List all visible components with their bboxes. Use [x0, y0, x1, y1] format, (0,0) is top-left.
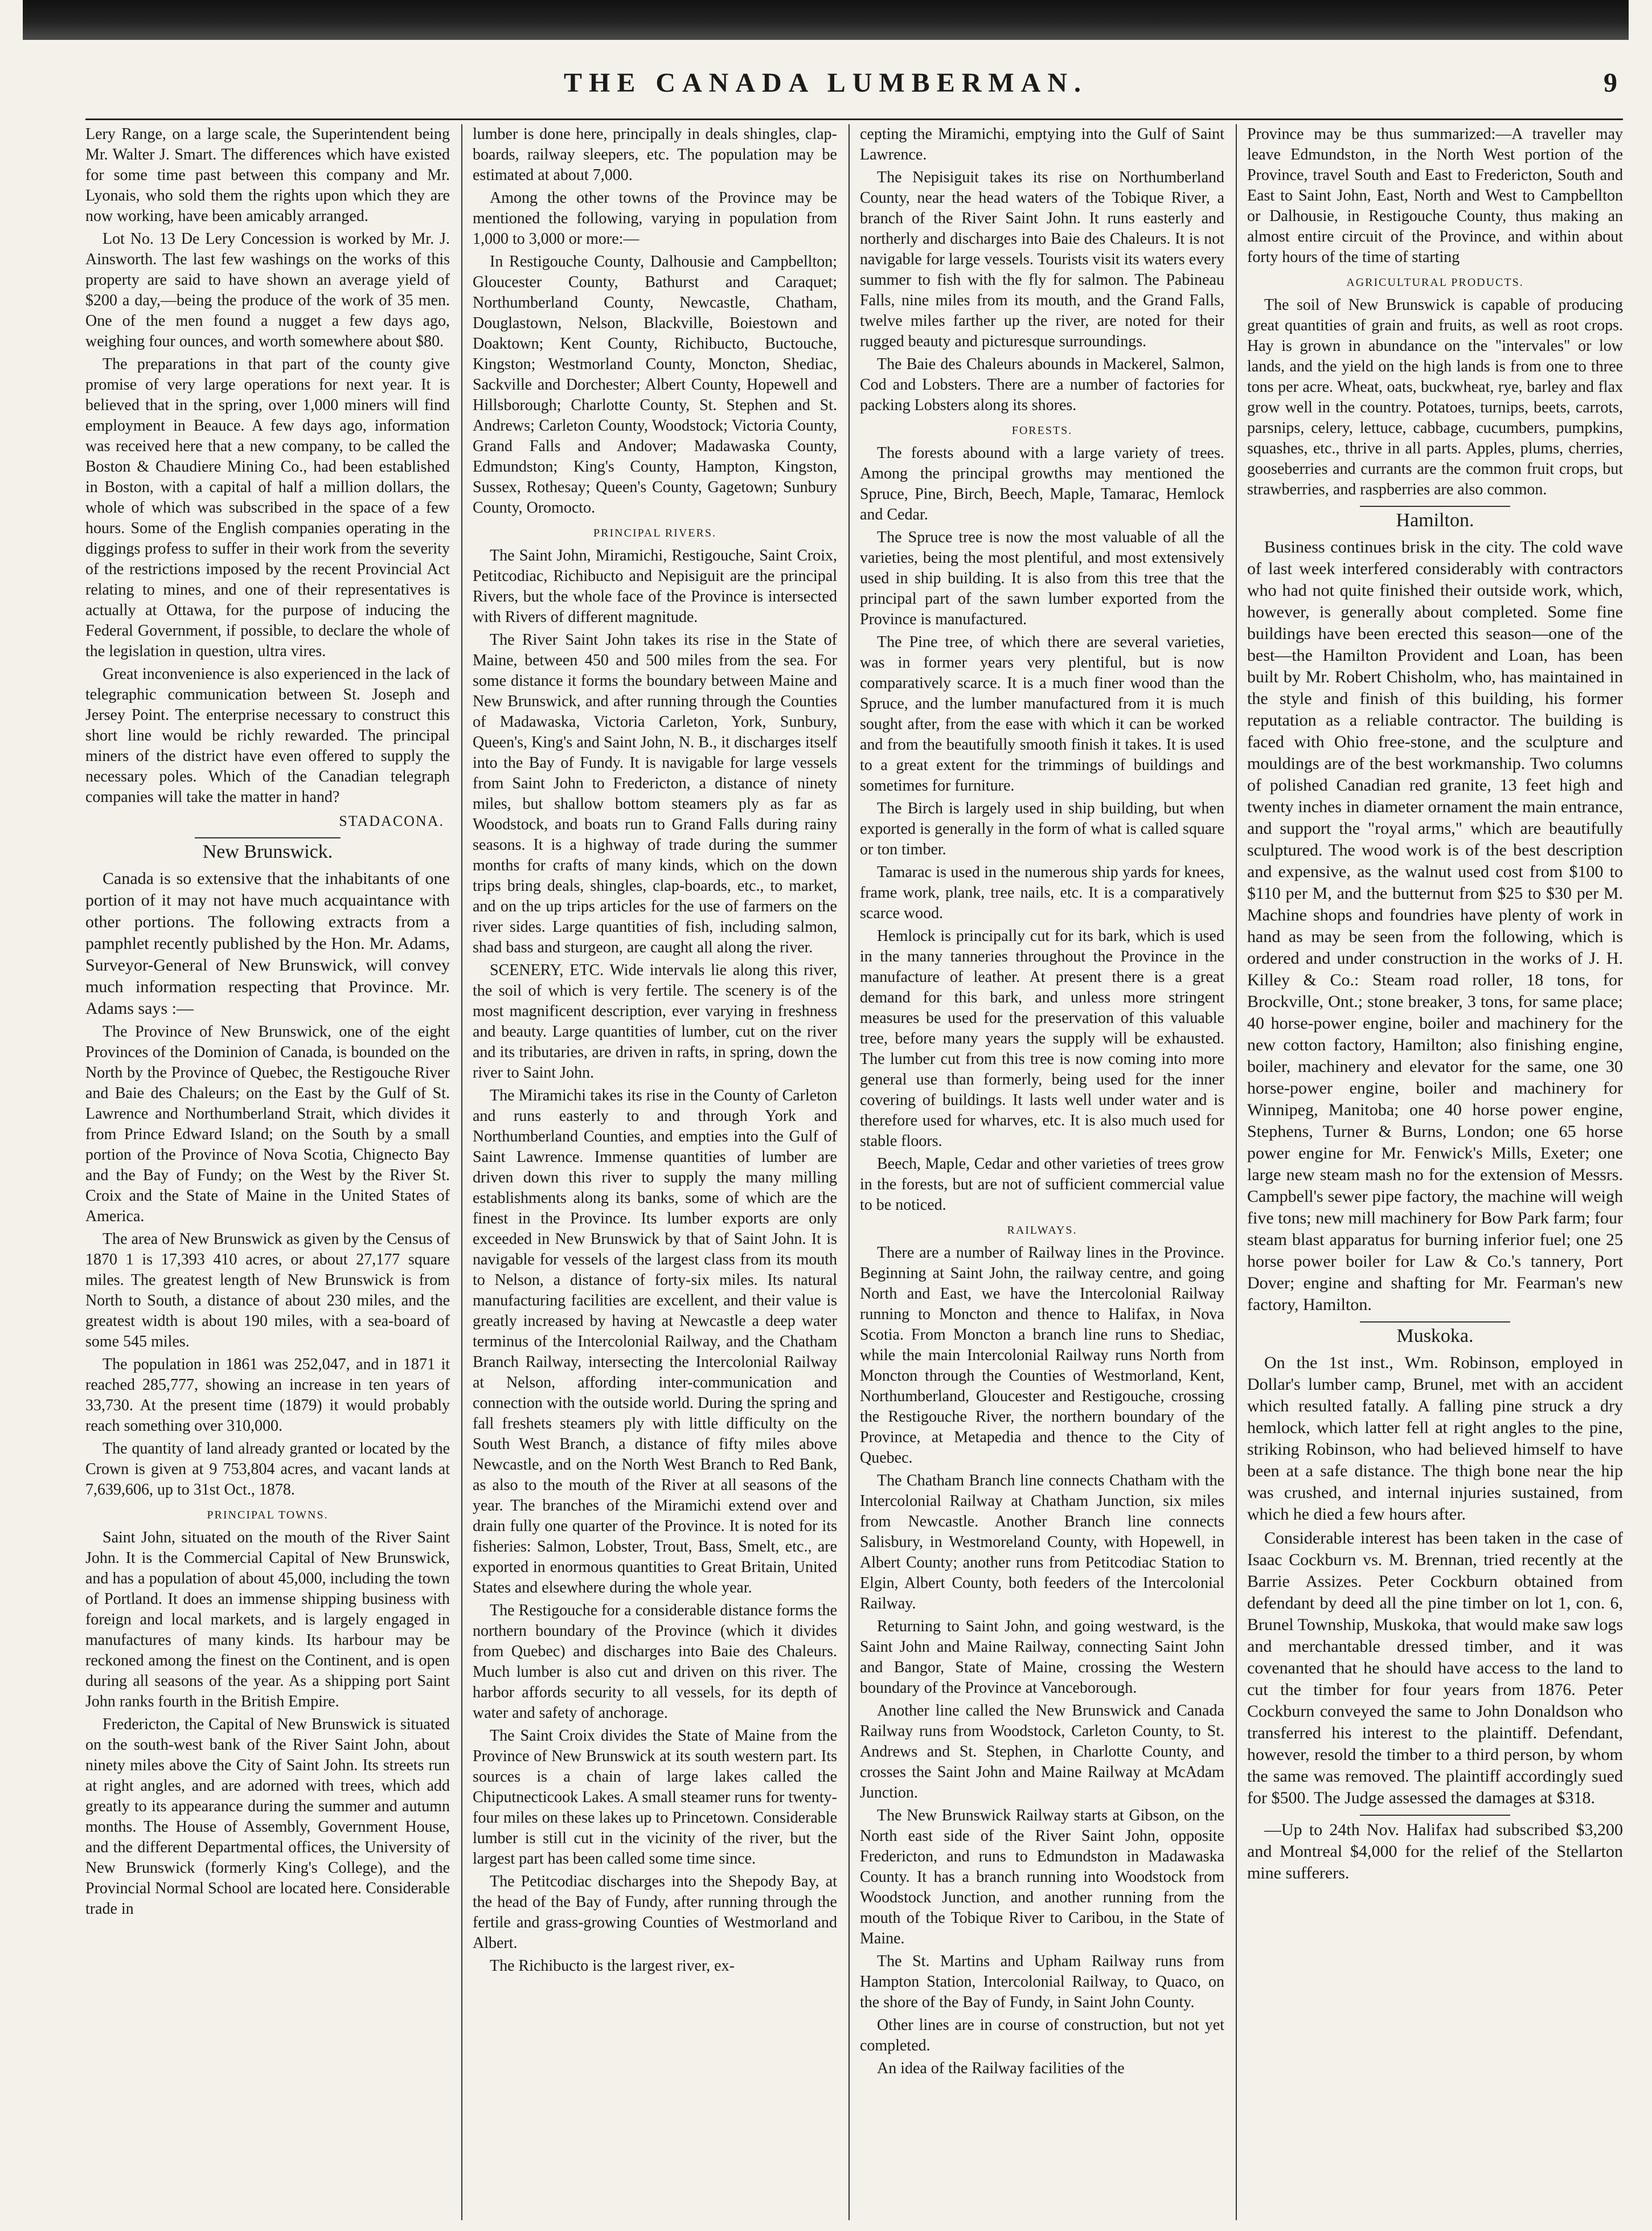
paragraph: The Saint Croix divides the State of Maine from the Province of New Brunswick at its south western part. Its sources is a chain of large lakes called the Chiputnecticook Lakes. A small steamer runs for twenty-four miles on these lakes up to Princetown. Considerable lumber is still cut in the vicinity of the river, but the largest part has been called some time since.	[473, 1727, 837, 1868]
section-divider	[1360, 506, 1510, 507]
paragraph: Hemlock is principally cut for its bark, which is used in the many tanneries throughout the Province in the manufacture of leather. At present there is a great demand for this bark, and unless more stringent measures be used for the preservation of this valuable tree, before many years the supply will be exhausted. The lumber cut from this tree is now coming into more general use than formerly, being used for the inner covering of buildings. It lasts well under water and is therefore used for wharves, etc. It is also much used for stable floors.	[860, 927, 1224, 1150]
paragraph: The quantity of land already granted or located by the Crown is given at 9 753,804 acres, and vacant lands at 7,639,606, up to 31st Oct., 1878.	[85, 1440, 450, 1499]
column-3	[860, 124, 1224, 2220]
subheading: PRINCIPAL TOWNS.	[207, 1509, 329, 1521]
paragraph: In Restigouche County, Dalhousie and Campbellton; Gloucester County, Bathurst and Caraquet; Northumberland County, Newcastle, Chatham, Douglastown, Nelson, Blackville, Boiestown and Doaktown; Kent County, Richibucto, Buctouche, Kingston; Westmorland County, Moncton, Shediac, Sackville and Dorchester; Albert County, Hopewell and Hillsborough; Charlotte County, St. Stephen and St. Andrews; Carleton County, Woodstock; Victoria County, Grand Falls and Andover; Madawaska County, Edmundston; King's County, Hampton, Kingston, Sussex, Rothesay; Queen's County, Gagetown; Sunbury County, Oromocto.	[473, 253, 837, 517]
paragraph: There are a number of Railway lines in the Province. Beginning at Saint John, the railway centre, and going North and East, we have the Intercolonial Railway running to Moncton and thence to Halifax, in Nova Scotia. From Moncton a branch line runs to Shediac, while the main Intercolonial Railway runs North from Moncton through the Counties of Westmorland, Kent, Northumberland, Gloucester and Restigouche, crossing the Restigouche River, the northern boundary of the Province, at Metapedia and thence to the City of Quebec.	[860, 1244, 1224, 1467]
paragraph: Among the other towns of the Province may be mentioned the following, varying in population from 1,000 to 3,000 or more:—	[473, 189, 837, 248]
subheading: PRINCIPAL RIVERS.	[593, 527, 716, 539]
masthead-top-bar	[23, 0, 1629, 40]
paragraph: The Baie des Chaleurs abounds in Mackerel, Salmon, Cod and Lobsters. There are a number of factories for packing Lobsters along its shores.	[860, 355, 1224, 414]
paragraph: The Saint John, Miramichi, Restigouche, Saint Croix, Petitcodiac, Richibucto and Nepisiguit are the principal Rivers, but the whole face of the Province is intersected with Rivers of different magnitude.	[473, 547, 837, 626]
paragraph: The preparations in that part of the county give promise of very large operations for next year. It is believed that in the spring, over 1,000 miners will find employment in Beauce. A few days ago, information was received here that a new company, to be called the Boston & Chaudiere Mining Co., had been established in Boston, with a capital of half a million dollars, the whole of which was subscribed in the space of a few hours. Some of the English companies operating in the diggings profess to suffer in their work from the severity of the restrictions imposed by the recent Provincial Act relating to mines, and one of their representatives is actually at Ottawa, for the purpose of inducing the Federal Government, if possible, to declare the whole of the legislation in question, ultra vires.	[85, 355, 450, 660]
paragraph: Business continues brisk in the city. The cold wave of last week interfered considerably with contractors who had not quite finished their outside work, which, however, is generally about completed. Some fine buildings have been erected this season—one of the best—the Hamilton Provident and Loan, has been built by Mr. Robert Chisholm, who, has maintained in the style and finish of this building, his former reputation as a reliable contractor. The building is faced with Ohio free-stone, and the sculpture and mouldings are of the best workmanship. Two columns of polished Canadian red granite, 13 feet high and twenty inches in diameter ornament the main entrance, and support the "royal arms," which are beautifully sculptured. The wood work is of the best description and expensive, as the walnut used cost from $100 to $110 per M, and the butternut from $25 to $30 per M. Machine shops and foundries have plenty of work in hand as may be seen from the following, which is ordered and under construction in the works of J. H. Killey & Co.: Steam road roller, 18 tons, for Brockville, Ont.; stone breaker, 3 tons, for same place; 40 horse-power engine, boiler and machinery for the new cotton factory, Hamilton; also finishing engine, boiler, machinery and elevator for the same, one 30 horse-power engine, boiler and machinery for Winnipeg, Manitoba; one 40 horse power engine, Stephens, Turner & Burns, London; one 65 horse power engine for Mr. Fenwick's Mills, Exeter; one large new steam mash no for the extension of Messrs. Campbell's sewer pipe factory, the machine will weigh five tons; new mill machinery for Bow Park farm; four steam blast apparatus for burning inferior fuel; one 25 horse power boiler for Law & Co.'s tannery, Port Dover; engine and shafting for Mr. Fearman's new factory, Hamilton.	[1247, 538, 1623, 1314]
paragraph: Canada is so extensive that the inhabitants of one portion of it may not have much acquaintance with other portions. The following extracts from a pamphlet recently published by the Hon. Mr. Adams, Surveyor-General of New Brunswick, will convey much information respecting that Province. Mr. Adams says :—	[85, 869, 450, 1018]
paragraph: The River Saint John takes its rise in the State of Maine, between 450 and 500 miles from the sea. For some distance it forms the boundary between Maine and New Brunswick, and after running through the Counties of Madawaska, Victoria Carleton, York, Sunbury, Queen's, King's and Saint John, N. B., it discharges itself into the Bay of Fundy. It is navigable for large vessels from Saint John to Fredericton, a distance of ninety miles, but shallow bottom steamers ply as far as Woodstock, and boats run to Grand Falls during rainy seasons. It is a highway of trade during the summer months for crafts of many kinds, which on the down trips bring deals, shingles, clap-boards, etc., to market, and on the up trips articles for the use of farmers on the river sides. Large quantities of fish, including salmon, shad bass and sturgeon, are caught all along the river.	[473, 631, 837, 956]
paragraph: The area of New Brunswick as given by the Census of 1870 1 is 17,393 410 acres, or about 27,177 square miles. The greatest length of New Brunswick is from North to South, a distance of about 230 miles, and the greatest width is about 190 miles, with a sea-board of some 545 miles.	[85, 1230, 450, 1350]
paragraph: The Petitcodiac discharges into the Shepody Bay, at the head of the Bay of Fundy, after running through the fertile and grass-growing Counties of Westmorland and Albert.	[473, 1873, 837, 1952]
header-rule	[85, 118, 1623, 120]
column-4	[1247, 124, 1623, 2220]
paragraph: Fredericton, the Capital of New Brunswick is situated on the south-west bank of the River Saint John, about ninety miles above the City of Saint John. Its streets run at right angles, and are adorned with trees, which add greatly to its appearance during the summer and autumn months. The House of Assembly, Government House, and the different Departmental offices, the University of New Brunswick (formerly King's College), and the Provincial Normal School are located here. Considerable trade in	[85, 1716, 450, 1918]
paragraph: —Up to 24th Nov. Halifax had subscribed $3,200 and Montreal $4,000 for the relief of the Stellarton mine sufferers.	[1247, 1820, 1623, 1882]
paragraph: Other lines are in course of construction, but not yet completed.	[860, 2016, 1224, 2054]
paragraph: Returning to Saint John, and going westward, is the Saint John and Maine Railway, connecting Saint John and Bangor, State of Maine, crossing the Western boundary of the Province at Vanceborough.	[860, 1618, 1224, 1697]
paragraph: The Restigouche for a considerable distance forms the northern boundary of the Province (which it divides from Quebec) and discharges into Baie des Chaleurs. Much lumber is also cut and driven on this river. The harbor affords security to all vessels, for its depth of water and safety of anchorage.	[473, 1602, 837, 1722]
paragraph: Great inconvenience is also experienced in the lack of telegraphic communication between St. Joseph and Jersey Point. The enterprise necessary to construct this short line would be richly rewarded. The principal miners of the district have even offered to supply the necessary poles. Which of the Canadian telegraph companies will take the matter in hand?	[85, 665, 450, 806]
paragraph: The forests abound with a large variety of trees. Among the principal growths may mentioned the Spruce, Pine, Birch, Beech, Maple, Tamarac, Hemlock and Cedar.	[860, 444, 1224, 523]
paragraph: Considerable interest has been taken in the case of Isaac Cockburn vs. M. Brennan, tried recently at the Barrie Assizes. Peter Cockburn obtained from defendant by deed all the pine timber on lot 1, con. 6, Brunel Township, Muskoka, that would make saw logs and merchantable dressed timber, and it was covenanted that he should have access to the land to cut the timber for four years from 1876. Peter Cockburn conveyed the same to John Donaldson who transferred his interest to the plaintiff. Defendant, however, resold the timber to a third person, by whom the same was removed. The plaintiff accordingly sued for $500. The Judge assessed the damages at $318.	[1247, 1529, 1623, 1807]
subheading: AGRICULTURAL PRODUCTS.	[1346, 276, 1524, 289]
column-divider	[461, 124, 462, 2220]
article-columns	[85, 124, 1629, 2220]
paragraph: The population in 1861 was 252,047, and in 1871 it reached 285,777, showing an increase in ten years of 33,730. At the present time (1879) it would probably reach something over 310,000.	[85, 1356, 450, 1435]
paragraph: cepting the Miramichi, emptying into the Gulf of Saint Lawrence.	[860, 125, 1224, 163]
subheading: RAILWAYS.	[1007, 1224, 1077, 1237]
signature: STADACONA.	[339, 813, 444, 829]
paragraph: Lot No. 13 De Lery Concession is worked by Mr. J. Ainsworth. The last few washings on the works of this property are said to have shown an average yield of $200 a day,—being the produce of the work of 35 men. One of the men found a nugget a few days ago, weighing four ounces, and worth somewhere about $80.	[85, 230, 450, 350]
paragraph: Beech, Maple, Cedar and other varieties of trees grow in the forests, but are not of sufficient commercial value to be noticed.	[860, 1155, 1224, 1214]
paragraph: On the 1st inst., Wm. Robinson, employed in Dollar's lumber camp, Brunel, met with an accident which resulted fatally. A falling pine struck a dry hemlock, which latter fell at right angles to the pine, striking Robinson, who had believed himself to have been at a safe distance. The thigh bone near the hip was crushed, and internal injuries sustained, from which he died a few hours after.	[1247, 1353, 1623, 1524]
paragraph: Saint John, situated on the mouth of the River Saint John. It is the Commercial Capital of New Brunswick, and has a population of about 45,000, including the town of Portland. It does an immense shipping business with foreign and local markets, and is largely engaged in manufactures of many kinds. Its harbour may be reckoned among the finest on the Continent, and is open during all seasons of the year. As a shipping port Saint John ranks fourth in the British Empire.	[85, 1529, 450, 1710]
masthead	[23, 67, 1629, 107]
paragraph: The Nepisiguit takes its rise on Northumberland County, near the head waters of the Tobique River, a branch of the River Saint John. It runs easterly and northerly and discharges into Baie des Chaleurs. It is not navigable for large vessels. Tourists visit its waters every summer to fish with the fly for salmon. The Pabineau Falls, nine miles from its mouth, and the Grand Falls, twelve miles farther up the river, are noted for their rugged beauty and picturesque surroundings.	[860, 169, 1224, 350]
section-heading-hamilton: Hamilton.	[1396, 510, 1474, 531]
paragraph: The Pine tree, of which there are several varieties, was in former years very plentiful, but is now comparatively scarce. It is a much finer wood than the Spruce, and the lumber manufactured from it is much sought after, from the ease with which it can be worked and from the beautifully smooth finish it takes. It is used to a great extent for the trimmings of buildings and sometimes for furniture.	[860, 633, 1224, 795]
section-heading-muskoka: Muskoka.	[1396, 1325, 1474, 1346]
paragraph: The New Brunswick Railway starts at Gibson, on the North east side of the River Saint John, opposite Fredericton, and runs to Edmundston in Madawaska County. It has a branch running into Woodstock from Woodstock Junction, and another running from the mouth of the Tobique River to Caribou, in the State of Maine.	[860, 1807, 1224, 1947]
paragraph: The Birch is largely used in ship building, but when exported is generally in the form of what is called square or ton timber.	[860, 800, 1224, 858]
paragraph: Another line called the New Brunswick and Canada Railway runs from Woodstock, Carleton County, to St. Andrews and St. Stephen, in Charlotte County, and crosses the Saint John and Maine Railway at McAdam Junction.	[860, 1702, 1224, 1802]
paragraph: The Chatham Branch line connects Chatham with the Intercolonial Railway at Chatham Junction, six miles from Newcastle. Another Branch line connects Salisbury, in Westmoreland County, with Hopewell, in Albert County; another runs from Petitcodiac Station to Elgin, Albert County, both feeders of the Intercolonial Railway.	[860, 1472, 1224, 1612]
newspaper-title: THE CANADA LUMBERMAN.	[563, 68, 1088, 98]
section-divider	[195, 837, 341, 838]
paragraph: The Province of New Brunswick, one of the eight Provinces of the Dominion of Canada, is bounded on the North by the Province of Quebec, the Restigouche River and Baie des Chaleurs; on the East by the Gulf of St. Lawrence and Northumberland Strait, which divides it from Prince Edward Island; on the South by a small portion of the Province of Nova Scotia, Chignecto Bay and the Bay of Fundy; on the West by the River St. Croix and the State of Maine in the United States of America.	[85, 1023, 450, 1225]
column-2	[473, 124, 837, 2220]
paragraph: The Richibucto is the largest river, ex-	[490, 1957, 735, 1975]
subheading: FORESTS.	[1011, 424, 1073, 437]
paragraph: Lery Range, on a large scale, the Superintendent being Mr. Walter J. Smart. The differences which have existed for some time past between this company and Mr. Lyonais, who sold them the rights upon which they are now working, have been amicably arranged.	[85, 125, 450, 225]
paragraph: The soil of New Brunswick is capable of producing great quantities of grain and fruits, as well as root crops. Hay is grown in abundance on the "intervales" or low lands, and the yield on the high lands is from one to three tons per acre. Wheat, oats, buckwheat, rye, barley and flax grow well in the country. Potatoes, turnips, beets, carrots, parsnips, celery, lettuce, cabbage, cucumbers, pumpkins, squashes, etc., thrive in all parts. Apples, plums, cherries, gooseberries and currants are the common fruit crops, but strawberries, and raspberries are also common.	[1247, 296, 1623, 498]
section-divider	[1360, 1321, 1510, 1323]
column-divider	[848, 124, 850, 2220]
column-1	[85, 124, 450, 2220]
section-divider	[1360, 1815, 1510, 1816]
column-divider	[1236, 124, 1237, 2220]
paragraph: SCENERY, ETC. Wide intervals lie along this river, the soil of which is very fertile. The scenery is of the most magnificent description, ever varying in freshness and beauty. Large quantities of lumber, cut on the river and its tributaries, are driven in rafts, in spring, down the river to Saint John.	[473, 961, 837, 1082]
paragraph: The St. Martins and Upham Railway runs from Hampton Station, Intercolonial Railway, to Quaco, on the shore of the Bay of Fundy, in Saint John County.	[860, 1952, 1224, 2011]
section-heading-new-brunswick: New Brunswick.	[202, 841, 333, 862]
paragraph: Province may be thus summarized:—A traveller may leave Edmundston, in the North West portion of the Province, travel South and East to Fredericton, South and East to Saint John, East, North and West to Campbellton or Dalhousie, in Restigouche County, thus making an almost entire circuit of the Province, and within about forty hours of the time of starting	[1247, 125, 1623, 266]
paragraph: lumber is done here, principally in deals shingles, clap-boards, railway sleepers, etc. The population may be estimated at about 7,000.	[473, 125, 837, 184]
page-number: 9	[1604, 68, 1617, 98]
paragraph: The Spruce tree is now the most valuable of all the varieties, being the most plentiful, and most extensively used in ship building. It is also from this tree that the principal part of the sawn lumber exported from the Province is manufactured.	[860, 529, 1224, 628]
paragraph: The Miramichi takes its rise in the County of Carleton and runs easterly to and through York and Northumberland Counties, and empties into the Gulf of Saint Lawrence. Immense quantities of lumber are driven down this river to supply the many milling establishments along its banks, some of which are the finest in the Province. Its lumber exports are only exceeded in New Brunswick by that of Saint John. It is navigable for vessels of the largest class from its mouth to Nelson, a distance of forty-six miles. Its natural manufacturing facilities are excellent, and their value is greatly increased by having at Newcastle a deep water terminus of the Intercolonial Railway, and the Chatham Branch Railway, intersecting the Intercolonial Railway at Nelson, affording inter-communication and connection with the outside world. During the spring and fall freshets steamers ply with little difficulty on the South West Branch, a distance of fifty miles above Newcastle, and on the North West Branch to Red Bank, as also to the mouth of the River at all seasons of the year. The branches of the Miramichi extend over and drain fully one quarter of the Province. It is noted for its fisheries: Salmon, Lobster, Trout, Bass, Smelt, etc., are exported in enormous quantities to Great Britain, United States and elsewhere during the whole year.	[473, 1087, 837, 1597]
paragraph: An idea of the Railway facilities of the	[877, 2060, 1125, 2077]
paragraph: Tamarac is used in the numerous ship yards for knees, frame work, plank, tree nails, etc. It is a comparatively scarce wood.	[860, 863, 1224, 922]
